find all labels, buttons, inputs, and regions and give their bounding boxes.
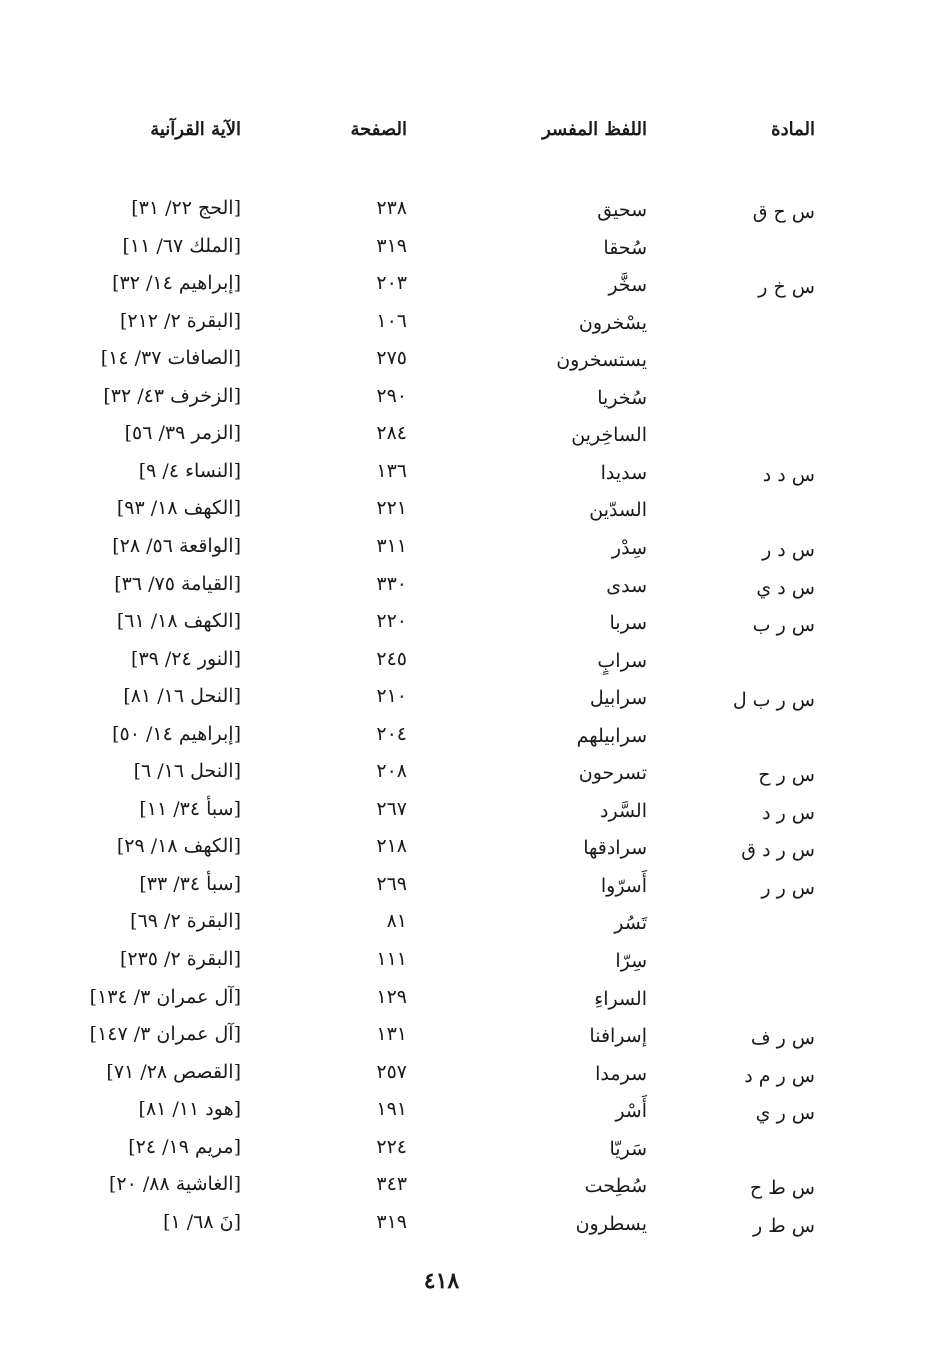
root-cell: س ر ب ل (732, 689, 815, 712)
root-cell: س ر ب (752, 614, 815, 637)
verse-cell: [هود ١١/ ٨١] (138, 1098, 241, 1121)
page-cell: ٢٢١ (376, 497, 407, 520)
verse-cell: [الصافات ٣٧/ ١٤] (100, 347, 241, 370)
word-cell: سرابٍ (597, 649, 647, 672)
root-cell: س د ي (756, 576, 815, 599)
word-cell: سرمدا (595, 1062, 647, 1085)
page-cell: ٢٨٤ (376, 422, 407, 445)
header-verse: الآية القرآنية (150, 119, 241, 140)
verse-cell: [البقرة ٢/ ٢١٢] (119, 309, 241, 332)
verse-cell: [الغاشية ٨٨/ ٢٠] (108, 1173, 241, 1196)
page-cell: ١٣١ (376, 1023, 407, 1046)
page-cell: ٣١٩ (376, 1210, 407, 1233)
word-cell: سرادقها (583, 837, 647, 860)
verse-cell: [سبأ ٣٤/ ١١] (139, 797, 241, 820)
page-cell: ٢٦٧ (376, 797, 407, 820)
word-cell: السَّرد (600, 799, 647, 822)
page-cell: ٣٤٣ (376, 1173, 407, 1196)
page-cell: ٨١ (386, 910, 407, 933)
word-cell: سرابيل (589, 687, 647, 710)
verse-cell: [البقرة ٢/ ٦٩] (130, 910, 241, 933)
verse-cell: [سبأ ٣٤/ ٣٣] (139, 872, 241, 895)
word-cell: سخَّر (608, 274, 647, 297)
root-cell: س ر ح (758, 764, 815, 787)
page-cell: ٣١٩ (376, 234, 407, 257)
verse-cell: [الزمر ٣٩/ ٥٦] (124, 422, 241, 445)
verse-cell: [النور ٢٤/ ٣٩] (131, 647, 241, 670)
verse-cell: [النحل ١٦/ ٨١] (123, 685, 241, 708)
verse-cell: [الزخرف ٤٣/ ٣٢] (103, 384, 241, 407)
word-cell: أَسرّوا (600, 874, 647, 897)
root-cell: س ر د (762, 801, 815, 824)
root-cell: س ط ر (752, 1214, 815, 1237)
word-cell: السدّين (589, 499, 647, 522)
word-cell: سدى (606, 574, 647, 597)
verse-cell: [الملك ٦٧/ ١١] (122, 234, 241, 257)
word-cell: سُخريا (597, 386, 647, 409)
verse-cell: [مريم ١٩/ ٢٤] (128, 1135, 241, 1158)
page-cell: ٢٤٥ (376, 647, 407, 670)
root-cell: س ر د ق (741, 839, 815, 862)
word-cell: تسرحون (578, 762, 647, 785)
root-cell: س ط ح (749, 1177, 815, 1200)
page-cell: ١٢٩ (376, 985, 407, 1008)
page-cell: ٣١١ (376, 534, 407, 557)
verse-cell: [النساء ٤/ ٩] (138, 459, 241, 482)
verse-cell: [الواقعة ٥٦/ ٢٨] (112, 534, 241, 557)
root-cell: س ر ي (755, 1102, 815, 1125)
word-cell: سِدْر (611, 536, 647, 559)
page-cell: ٢٧٥ (376, 347, 407, 370)
page-cell: ١٩١ (376, 1098, 407, 1121)
word-cell: يسطرون (575, 1212, 647, 1235)
page-cell: ٣٣٠ (376, 572, 407, 595)
header-page: الصفحة (350, 119, 407, 140)
page-cell: ٢٢٠ (376, 610, 407, 633)
verse-cell: [البقرة ٢/ ٢٣٥] (119, 948, 241, 970)
word-cell: سربا (609, 612, 647, 635)
page-cell: ٢١٠ (376, 685, 407, 708)
verse-cell: [الكهف ١٨/ ٩٣] (116, 497, 241, 520)
root-cell: س ح ق (752, 201, 815, 223)
verse-cell: [آل عمران ٣/ ١٤٧] (89, 1023, 241, 1046)
root-cell: س ر ر (761, 876, 815, 899)
header-root: المادة (771, 119, 815, 140)
word-cell: يسْخرون (578, 311, 647, 334)
word-cell: سحيق (597, 199, 647, 221)
word-cell: الساخِرين (571, 424, 647, 447)
page-number: ٤١٨ (423, 1268, 460, 1294)
verse-cell: [نَ ٦٨/ ١] (163, 1210, 241, 1233)
root-cell: س خ ر (758, 276, 815, 299)
word-cell: سِرّا (615, 950, 647, 972)
page-cell: ٢٠٣ (376, 272, 407, 295)
verse-cell: [القيامة ٧٥/ ٣٦] (114, 572, 241, 595)
word-cell: سَريّا (609, 1137, 647, 1160)
page-cell: ١٣٦ (376, 459, 407, 482)
page-cell: ٢٠٤ (376, 722, 407, 745)
verse-cell: [إبراهيم ١٤/ ٥٠] (112, 722, 241, 745)
header-word: اللفظ المفسر (542, 119, 647, 140)
word-cell: أَسْر (615, 1100, 647, 1123)
page-cell: ٢٦٩ (376, 872, 407, 895)
verse-cell: [النحل ١٦/ ٦] (133, 760, 241, 783)
root-cell: س د ر (762, 538, 815, 561)
word-cell: تَسُر (614, 912, 647, 935)
root-cell: س د د (762, 463, 815, 486)
verse-cell: [إبراهيم ١٤/ ٣٢] (112, 272, 241, 295)
page-cell: ٢٩٠ (376, 384, 407, 407)
page-cell: ٢١٨ (376, 835, 407, 858)
word-cell: سُطِحت (584, 1175, 647, 1198)
page-cell: ٢٣٨ (376, 197, 407, 219)
page-cell: ٢٥٧ (376, 1060, 407, 1083)
word-cell: إسرافنا (589, 1025, 647, 1048)
page-cell: ١٠٦ (376, 309, 407, 332)
verse-cell: [الحج ٢٢/ ٣١] (131, 197, 241, 219)
word-cell: سديدا (600, 461, 647, 484)
word-cell: سُحقا (603, 236, 647, 259)
verse-cell: [القصص ٢٨/ ٧١] (106, 1060, 241, 1083)
word-cell: السراءِ (594, 987, 647, 1010)
verse-cell: [الكهف ١٨/ ٢٩] (116, 835, 241, 858)
root-cell: س ر م د (744, 1064, 815, 1087)
verse-cell: [آل عمران ٣/ ١٣٤] (89, 985, 241, 1008)
word-cell: سرابيلهم (576, 724, 647, 747)
verse-cell: [الكهف ١٨/ ٦١] (116, 610, 241, 633)
page-cell: ٢٠٨ (376, 760, 407, 783)
page-cell: ٢٢٤ (376, 1135, 407, 1158)
page-cell: ١١١ (376, 948, 407, 970)
root-cell: س ر ف (750, 1027, 815, 1050)
word-cell: يستسخرون (556, 349, 647, 372)
